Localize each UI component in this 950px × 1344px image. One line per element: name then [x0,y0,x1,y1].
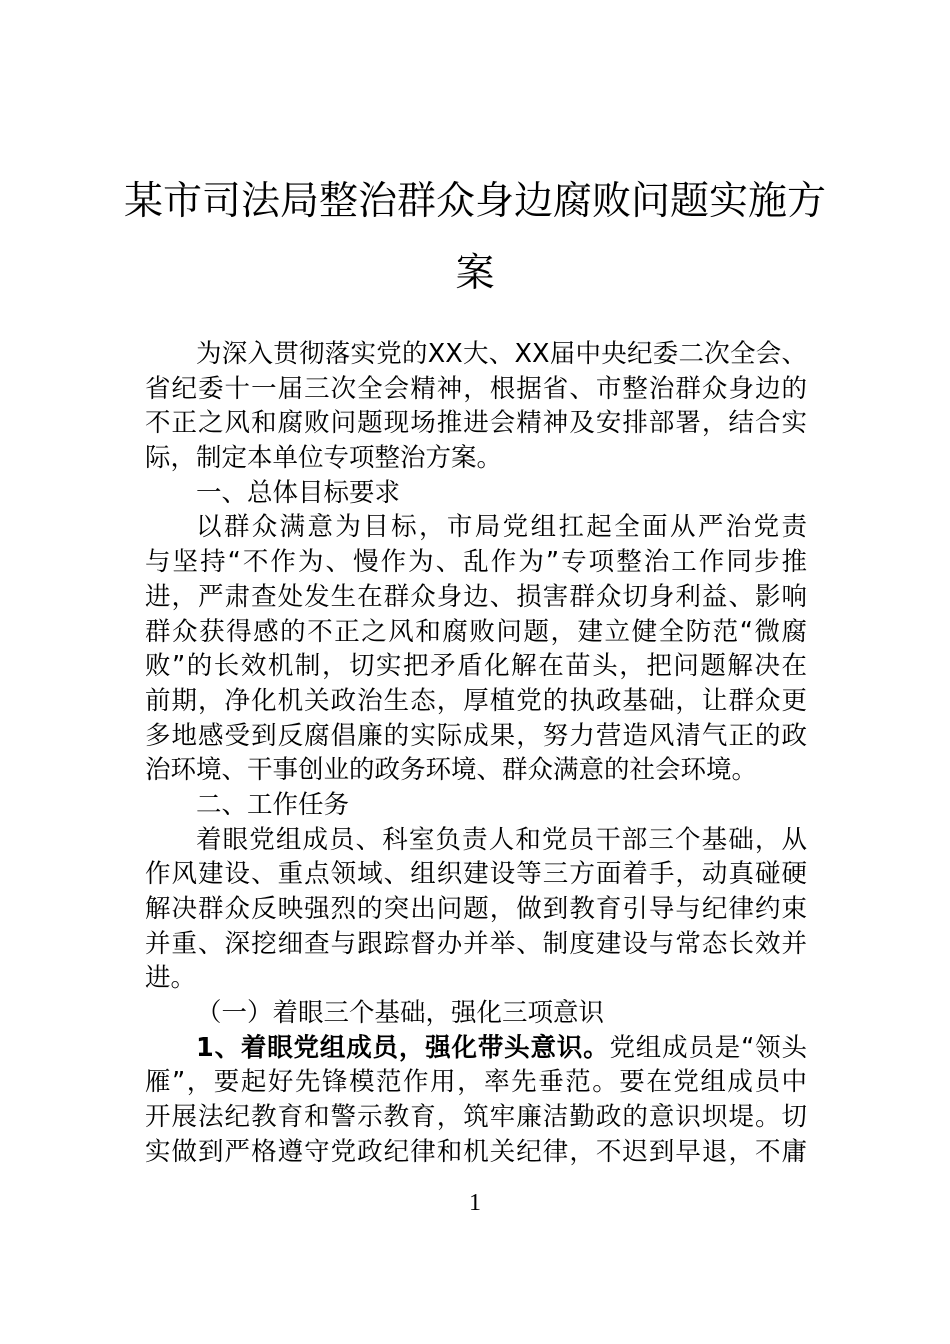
line-text: （一）着眼三个基础，强化三项意识 [196,998,605,1029]
line-text: 败”的长效机制，切实把矛盾化解在苗头，把问题解决在 [145,651,807,682]
text-line [145,580,807,615]
text-line [145,788,807,823]
line-text: 际，制定本单位专项整治方案。 [145,443,503,474]
line-text: 雁”，要起好先锋模范作用，率先垂范。要在党组成员中 [145,1067,807,1098]
text-line [145,615,807,650]
document-title-line-1: 某市司法局整治群众身边腐败问题实施方 [123,179,826,224]
line-text: 进，严肃查处发生在群众身边、损害群众切身利益、影响 [145,581,807,612]
text-line [145,545,807,580]
line-text: 开展法纪教育和警示教育，筑牢廉洁勤政的意识坝堤。切 [145,1102,807,1133]
text-line [145,996,807,1031]
text-line [145,441,807,476]
text-line [145,337,807,372]
line-text: 与坚持“不作为、慢作为、乱作为”专项整治工作同步推 [145,547,807,578]
text-line [145,684,807,719]
line-text: 着眼党组成员、科室负责人和党员干部三个基础，从 [196,824,807,855]
line-text: 进。 [145,963,197,994]
line-text: 不正之风和腐败问题现场推进会精神及安排部署，结合实 [145,408,807,439]
text-line [145,1100,807,1135]
text-line [145,961,807,996]
bold-heading-text: 1、着眼党组成员，强化带头意识。 [196,1032,610,1063]
text-line [145,476,807,511]
line-text: 实做到严格遵守党政纪律和机关纪律，不迟到早退，不庸 [145,1136,807,1167]
text-line [145,857,807,892]
page-number: 1 [469,1190,481,1216]
text-line [145,823,807,858]
line-text: 二、工作任务 [196,789,350,820]
line-text: 前期，净化机关政治生态，厚植党的执政基础，让群众更 [145,685,807,716]
line-text: 作风建设、重点领域、组织建设等三方面着手，动真碰硬 [145,859,807,890]
line-text: 为深入贯彻落实党的XX大、XX届中央纪委二次全会、 [196,339,807,369]
text-line [145,892,807,927]
line-text: 以群众满意为目标，市局党组扛起全面从严治党责 [196,512,807,543]
line-text: 治环境、干事创业的政务环境、群众满意的社会环境。 [145,755,758,786]
line-text: 群众获得感的不正之风和腐败问题，建立健全防范“微腐 [145,616,807,647]
text-line [145,510,807,545]
document-title-line-2: 案 [455,251,495,296]
line-text: 解决群众反映强烈的突出问题，做到教育引导与纪律约束 [145,894,807,924]
text-line [145,927,807,962]
line-text: 党组成员是“领头 [609,1032,807,1063]
text-line [145,372,807,407]
text-line [145,753,807,788]
line-text: 并重、深挖细查与跟踪督办并举、制度建设与常态长效并 [145,928,807,959]
line-text: 一、总体目标要求 [196,477,401,508]
text-line [145,1031,807,1066]
line-text: 多地感受到反腐倡廉的实际成果，努力营造风清气正的政 [145,720,807,751]
document-body [145,337,807,1170]
text-line [145,406,807,441]
line-text: 省纪委十一届三次全会精神，根据省、市整治群众身边的 [145,373,807,404]
text-line [145,719,807,754]
text-line [145,1135,807,1170]
text-line [145,649,807,684]
text-line [145,1065,807,1100]
